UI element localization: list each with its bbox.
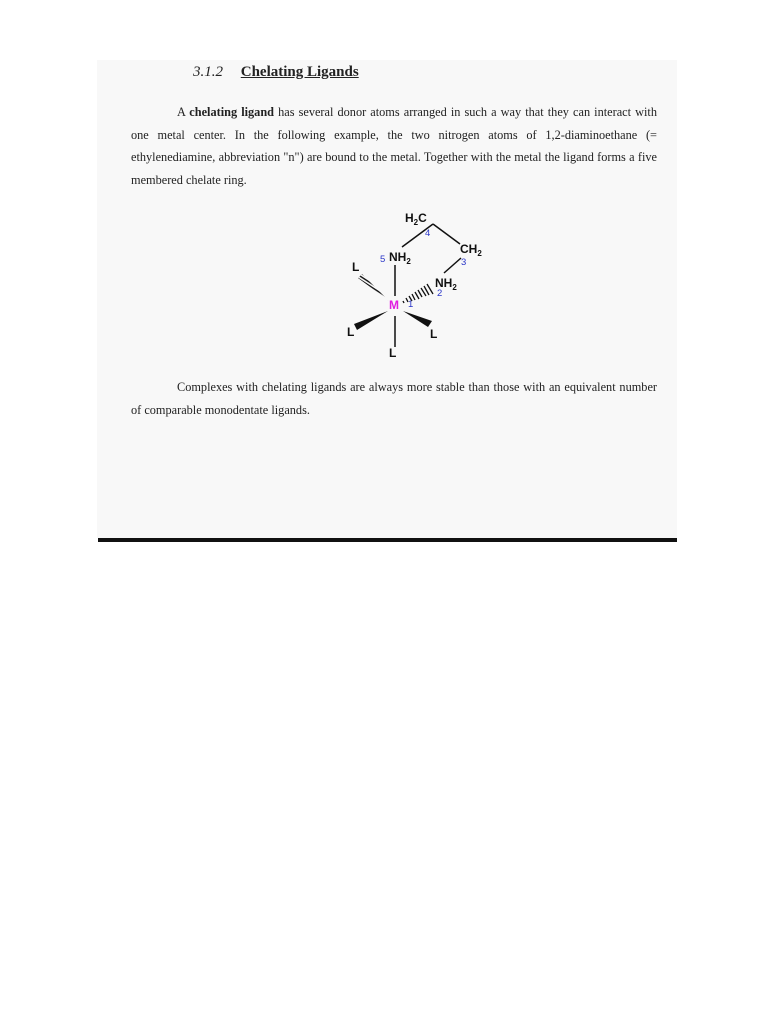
ring-number-1: 1 — [408, 299, 414, 310]
wedge-bond-lower-right — [403, 311, 432, 327]
section-heading — [193, 64, 359, 81]
paragraph-body: has several donor atoms arranged in such a way that they can interact with one metal center. In the following example, the two nitrogen atoms of 1,2-diaminoethane (= ethylenediamine, abbreviation "n") are bound to the metal. Together with the metal the ligand forms a five membered chelate ring. — [131, 105, 657, 188]
bond-ch2-nh2 — [444, 258, 461, 273]
hashed-bond-upper-left — [358, 274, 389, 301]
ligand-lower-left: L — [347, 325, 355, 339]
paragraph-stability — [131, 376, 657, 421]
paragraph-lead: A — [177, 105, 190, 119]
section-number: 3.1.2 — [193, 64, 223, 80]
section-title: Chelating Ligands — [240, 64, 359, 80]
ch2-group: $CH_2$ — [460, 242, 482, 258]
h2c-group: $H_2C$ — [405, 211, 427, 227]
ligand-lower-right: L — [430, 327, 438, 341]
nh2-group-right: $NH_2$ — [435, 276, 457, 292]
metal-atom-m: M — [389, 298, 399, 312]
bond-h2c-ch2 — [433, 224, 460, 244]
paragraph-stability-text: Complexes with chelating ligands are always more stable than those with an equivalent number of comparable monodentate ligands. — [131, 380, 657, 417]
ring-number-3: 3 — [461, 257, 467, 268]
paragraph-chelating-ligand-definition — [131, 101, 657, 192]
chelate-ring-structure-diagram — [340, 205, 480, 365]
section-divider — [98, 538, 677, 542]
ring-number-2: 2 — [437, 288, 443, 299]
ligand-upper-left: L — [352, 260, 360, 274]
wedge-bond-lower-left — [354, 311, 388, 330]
nh2-group-top: $NH_2$ — [389, 250, 411, 266]
ring-number-4: 4 — [425, 228, 431, 239]
ligand-bottom: L — [389, 346, 397, 360]
ring-number-5: 5 — [380, 254, 386, 265]
term-chelating-ligand: chelating ligand — [189, 105, 275, 119]
